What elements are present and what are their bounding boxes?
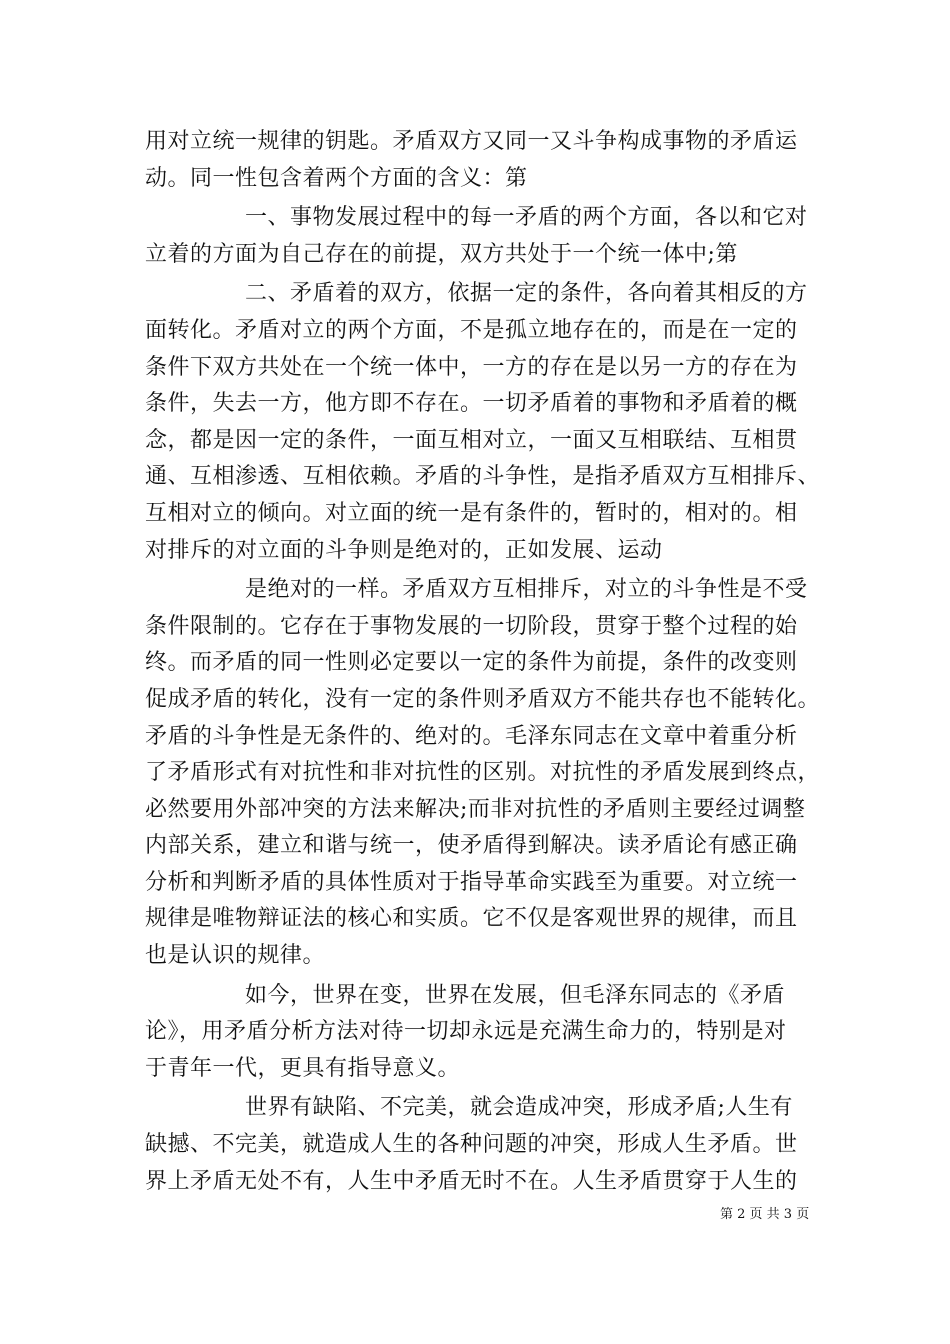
document-body — [145, 124, 821, 1200]
text-line: 一、事物发展过程中的每一矛盾的两个方面，各以和它对 — [245, 205, 808, 231]
text-line: 条件下双方共处在一个统一体中，一方的存在是以另一方的存在为 — [145, 354, 798, 380]
text-line: 规律是唯物辩证法的核心和实质。它不仅是客观世界的规律，而且 — [145, 906, 798, 932]
text-line: 如今，世界在变，世界在发展，但毛泽东同志的《矛盾 — [245, 982, 786, 1008]
text-line: 缺撼、不完美，就造成人生的各种问题的冲突，形成人生矛盾。世 — [145, 1132, 798, 1158]
text-line: 终。而矛盾的同一性则必定要以一定的条件为前提，条件的改变则 — [145, 650, 798, 676]
text-line: 互相对立的倾向。对立面的统一是有条件的，暂时的，相对的。相 — [145, 500, 798, 526]
text-line: 立着的方面为自己存在的前提，双方共处于一个统一体中;第 — [145, 241, 738, 267]
text-line: 是绝对的一样。矛盾双方互相排斥，对立的斗争性是不受 — [245, 577, 808, 603]
page-number: 第 2 页 共 3 页 — [720, 1207, 810, 1222]
text-line: 论》，用矛盾分析方法对待一切却永远是充满生命力的，特别是对 — [145, 1019, 787, 1045]
text-line: 念，都是因一定的条件，一面互相对立，一面又互相联结、互相贯 — [145, 427, 798, 453]
text-line: 矛盾的斗争性是无条件的、绝对的。毛泽东同志在文章中着重分析 — [145, 723, 798, 749]
text-line: 必然要用外部冲突的方法来解决;而非对抗性的矛盾则主要经过调整 — [145, 796, 806, 822]
text-line: 条件限制的。它存在于事物发展的一切阶段，贯穿于整个过程的始 — [145, 613, 798, 639]
text-line: 对排斥的对立面的斗争则是绝对的，正如发展、运动 — [145, 537, 663, 563]
text-line: 二、矛盾着的双方，依据一定的条件，各向着其相反的方 — [245, 281, 808, 307]
text-line: 条件，失去一方，他方即不存在。一切矛盾着的事物和矛盾着的概 — [145, 391, 798, 417]
text-line: 动。同一性包含着两个方面的含义：第 — [145, 165, 528, 191]
text-line: 世界有缺陷、不完美，就会造成冲突，形成矛盾;人生有 — [245, 1095, 793, 1121]
text-line: 分析和判断矛盾的具体性质对于指导革命实践至为重要。对立统一 — [145, 869, 798, 895]
text-line: 用对立统一规律的钥匙。矛盾双方又同一又斗争构成事物的矛盾运 — [145, 129, 798, 154]
text-line: 通、互相渗透、互相依赖。矛盾的斗争性，是指矛盾双方互相排斥、 — [145, 464, 821, 490]
text-line: 于青年一代，更具有指导意义。 — [145, 1055, 461, 1081]
text-line: 界上矛盾无处不有，人生中矛盾无时不在。人生矛盾贯穿于人生的 — [145, 1168, 798, 1194]
text-line: 促成矛盾的转化，没有一定的条件则矛盾双方不能共存也不能转化。 — [145, 686, 821, 712]
text-line: 面转化。矛盾对立的两个方面，不是孤立地存在的，而是在一定的 — [145, 317, 798, 343]
text-line: 也是认识的规律。 — [145, 943, 326, 969]
text-line: 了矛盾形式有对抗性和非对抗性的区别。对抗性的矛盾发展到终点， — [145, 760, 821, 786]
text-line: 内部关系，建立和谐与统一，使矛盾得到解决。读矛盾论有感正确 — [145, 833, 798, 859]
